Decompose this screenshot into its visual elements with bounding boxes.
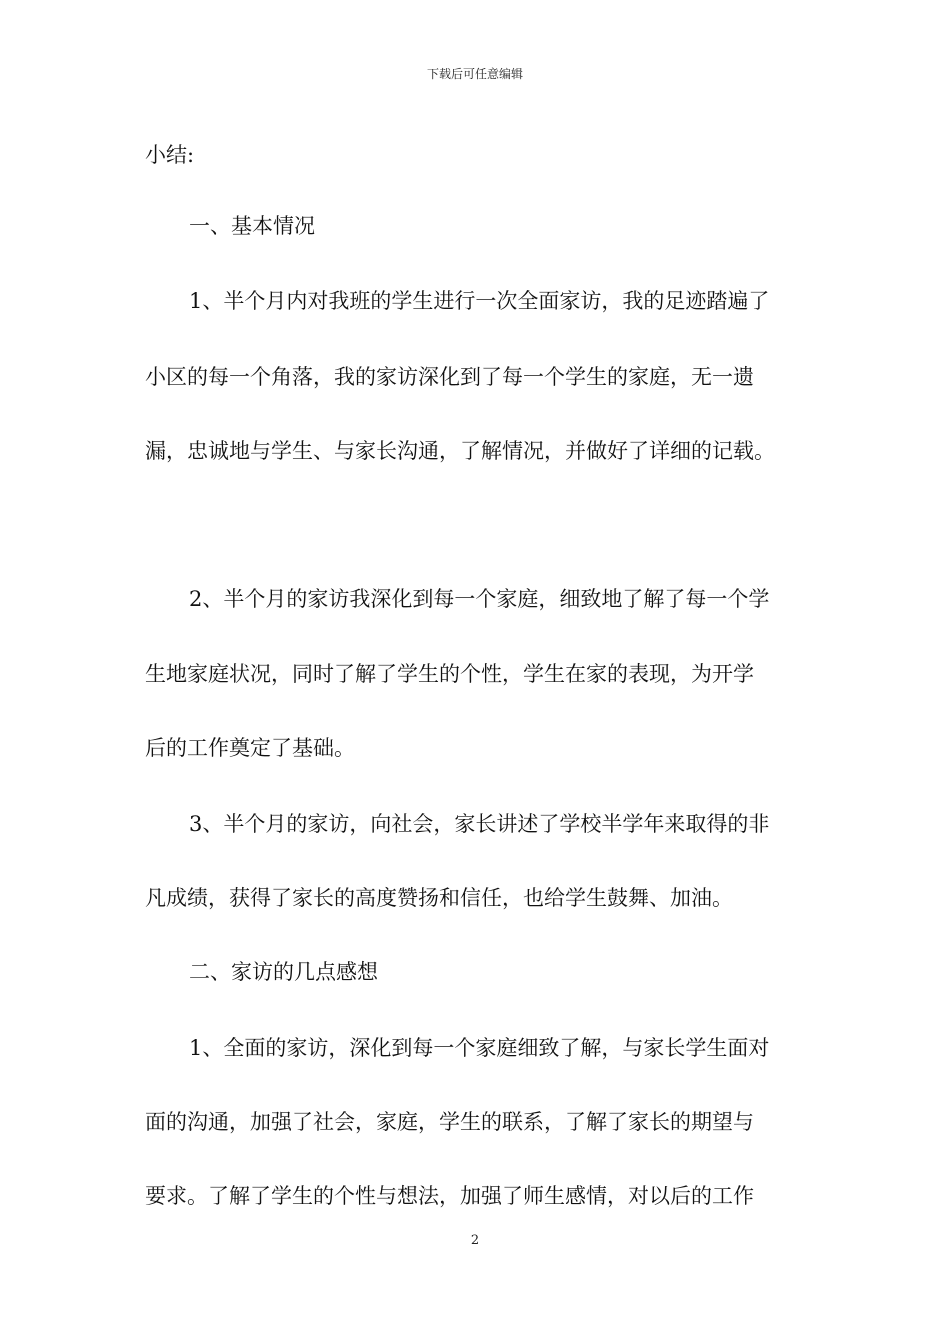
page-header: 下载后可任意编辑 [426,67,523,81]
summary-label: 小结: [145,143,195,167]
paragraph-line: 凡成绩，获得了家长的高度赞扬和信任，也给学生鼓舞、加油。 [145,886,733,910]
paragraph-line: 要求。了解了学生的个性与想法，加强了师生感情，对以后的工作 [145,1184,754,1208]
paragraph-line: 后的工作奠定了基础。 [145,736,355,760]
paragraph-line: 1、半个月内对我班的学生进行一次全面家访，我的足迹踏遍了 [189,289,770,313]
section-heading-basic: 一、基本情况 [189,214,315,238]
paragraph-line: 生地家庭状况，同时了解了学生的个性，学生在家的表现，为开学 [145,662,754,686]
paragraph-line: 3、半个月的家访，向社会，家长讲述了学校半学年来取得的非 [189,812,770,836]
paragraph-line: 面的沟通，加强了社会，家庭，学生的联系，了解了家长的期望与 [145,1110,754,1134]
paragraph-line: 2、半个月的家访我深化到每一个家庭，细致地了解了每一个学 [189,587,770,611]
paragraph-line: 1、全面的家访，深化到每一个家庭细致了解，与家长学生面对 [189,1036,770,1060]
paragraph-line: 小区的每一个角落，我的家访深化到了每一个学生的家庭，无一遗 [145,365,754,389]
paragraph-line: 漏，忠诚地与学生、与家长沟通，了解情况，并做好了详细的记载。 [145,439,775,463]
section-heading-thoughts: 二、家访的几点感想 [189,960,378,984]
page-number: 2 [470,1233,480,1248]
